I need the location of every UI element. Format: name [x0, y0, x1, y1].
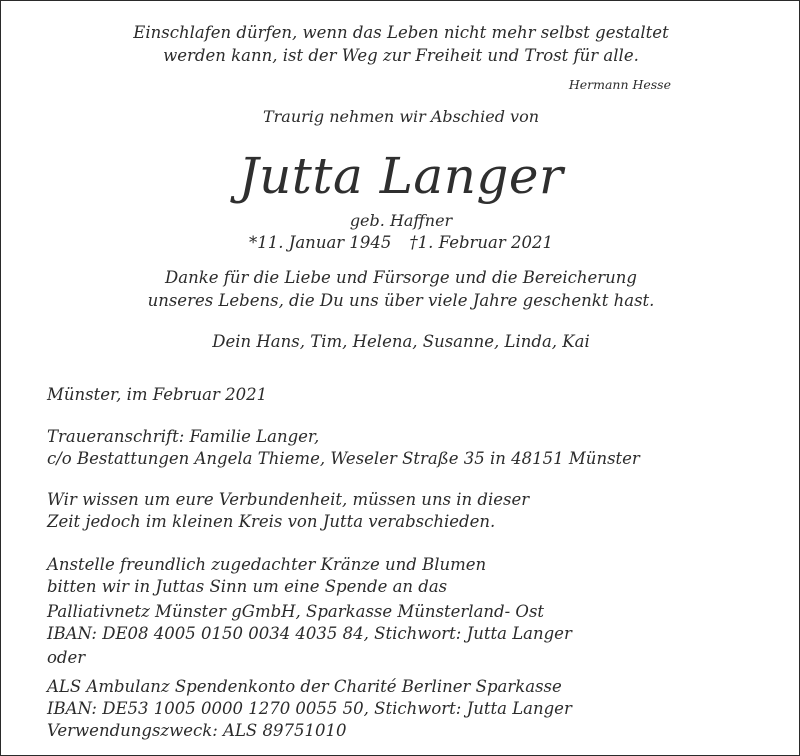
- thanks-line-2: unseres Lebens, die Du uns über viele Jahre geschenkt hast.: [147, 291, 655, 310]
- deceased-name: Jutta Langer: [238, 147, 564, 205]
- quote-author: Hermann Hesse: [568, 77, 671, 92]
- address-line-1: Traueranschrift: Familie Langer,: [47, 427, 320, 446]
- org2-line-1: ALS Ambulanz Spendenkonto der Charité Berliner Sparkasse: [47, 677, 562, 696]
- org1-line-2: IBAN: DE08 4005 0150 0034 4035 84, Stichwort: Jutta Langer: [47, 624, 572, 643]
- maiden-name: geb. Haffner: [349, 211, 453, 230]
- donation-line-2: bitten wir in Juttas Sinn um eine Spende an das: [47, 577, 448, 596]
- family-names: Dein Hans, Tim, Helena, Susanne, Linda, Kai: [212, 332, 590, 351]
- quote-line-2: werden kann, ist der Weg zur Freiheit und Trost für alle.: [163, 46, 639, 65]
- notice-line-2: Zeit jedoch im kleinen Kreis von Jutta verabschieden.: [47, 512, 496, 531]
- notice-line-1: Wir wissen um eure Verbundenheit, müssen uns in dieser: [47, 490, 530, 509]
- org2-line-2: IBAN: DE53 1005 0000 1270 0055 50, Stichwort: Jutta Langer: [47, 699, 572, 718]
- intro-text: Traurig nehmen wir Abschied von: [262, 107, 540, 126]
- thanks-line-1: Danke für die Liebe und Fürsorge und die Bereicherung: [165, 268, 637, 287]
- or-text: oder: [47, 648, 86, 667]
- birth-date: *11. Januar 1945: [249, 233, 392, 252]
- place-date: Münster, im Februar 2021: [47, 385, 268, 404]
- death-date: †1. Februar 2021: [409, 233, 553, 252]
- org1-line-1: Palliativnetz Münster gGmbH, Sparkasse Münsterland- Ost: [47, 602, 545, 621]
- quote-line-1: Einschlafen dürfen, wenn das Leben nicht mehr selbst gestaltet: [133, 23, 669, 42]
- life-dates: [1, 232, 800, 254]
- donation-line-1: Anstelle freundlich zugedachter Kränze und Blumen: [47, 555, 487, 574]
- address-line-2: c/o Bestattungen Angela Thieme, Weseler Straße 35 in 48151 Münster: [47, 449, 640, 468]
- org2-line-3: Verwendungszweck: ALS 89751010: [47, 721, 347, 740]
